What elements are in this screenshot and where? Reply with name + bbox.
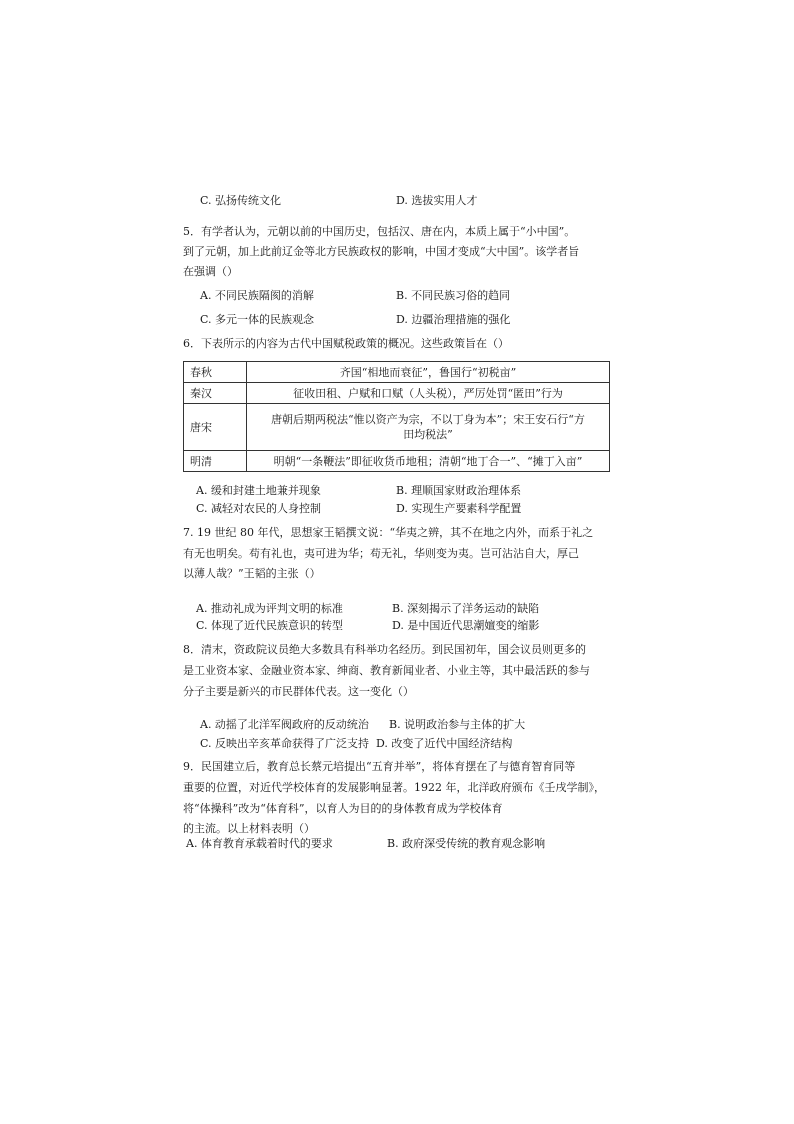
- table-era-cell: 秦汉: [184, 383, 247, 404]
- q7-option-a: A. 推动礼成为评判文明的标准: [196, 602, 343, 615]
- q5-option-d: D. 边疆治理措施的强化: [396, 313, 511, 326]
- q8-option-b: B. 说明政治参与主体的扩大: [389, 718, 526, 731]
- q5-stem-line-2: 到了元朝，加上此前辽金等北方民族政权的影响，中国才变成“大中国”。该学者旨: [183, 245, 580, 258]
- q5-stem-line-3: 在强调（）: [183, 265, 238, 278]
- q6-option-c: C. 减轻对农民的人身控制: [196, 502, 322, 515]
- q8-option-a: A. 动摇了北洋军阀政府的反动统治: [200, 718, 369, 731]
- q9-option-a: A. 体育教育承载着时代的要求: [186, 837, 333, 850]
- q5-option-b: B. 不同民族习俗的趋同: [396, 289, 511, 302]
- q6-stem: 6．下表所示的内容为古代中国赋税政策的概况。这些政策旨在（）: [183, 337, 509, 350]
- table-row: [184, 451, 610, 472]
- q7-stem-line-3: 以薄人哉？”王韬的主张（）: [183, 567, 321, 580]
- table-row: [184, 362, 610, 383]
- q7-option-c: C. 体现了近代民族意识的转型: [196, 619, 344, 632]
- q6-option-d: D. 实现生产要素科学配置: [396, 502, 522, 515]
- q9-stem-line-4: 的主流。以上材料表明（）: [183, 822, 315, 835]
- q9-stem-line-3: 将“体操科”改为“体育科”，以育人为目的的身体教育成为学校体育: [183, 802, 503, 815]
- q5-option-a: A. 不同民族隔阂的消解: [200, 289, 314, 302]
- q9-stem-line-2: 重要的位置，对近代学校体育的发展影响显著。1922 年，北洋政府颁布《壬戌学制》，: [183, 781, 605, 794]
- table-era-cell: 春秋: [184, 362, 247, 383]
- table-row: [184, 404, 610, 451]
- q7-stem-line-1: 7. 19 世纪 80 年代，思想家王韬撰文说：“华夷之辨，其不在地之内外，而系于礼之: [183, 526, 594, 539]
- table-row: [184, 383, 610, 404]
- q8-stem-line-1: 8．清末，资政院议员绝大多数具有科举功名经历。到民国初年，国会议员则更多的: [183, 643, 586, 656]
- tax-policy-table: [183, 361, 610, 472]
- q9-option-b: B. 政府深受传统的教育观念影响: [387, 837, 546, 850]
- q7-stem-line-2: 有无也明矣。苟有礼也，夷可进为华；苟无礼，华则变为夷。岂可沾沾自大，厚己: [183, 547, 579, 560]
- table-era-cell: 明清: [184, 451, 247, 472]
- q8-stem-line-3: 分子主要是新兴的市民群体代表。这一变化（）: [183, 685, 414, 698]
- q9-stem-line-1: 9．民国建立后，教育总长蔡元培提出“五育并举”，将体育摆在了与德育智育同等: [183, 760, 576, 773]
- table-desc-cell: 明朝“一条鞭法”即征收货币地租；清朝“地丁合一”、“摊丁入亩”: [247, 451, 610, 472]
- q5-stem-line-1: 5．有学者认为，元朝以前的中国历史，包括汉、唐在内，本质上属于“小中国”。: [183, 225, 576, 238]
- table-desc-cell: 唐朝后期两税法“惟以资产为宗，不以丁身为本”；宋王安石行“方田均税法”: [247, 404, 610, 451]
- q7-option-d: D. 是中国近代思潮嬗变的缩影: [392, 619, 540, 632]
- q4-option-d: D. 选拔实用人才: [396, 194, 478, 207]
- table-era-cell: 唐宋: [184, 404, 247, 451]
- q8-option-c: C. 反映出辛亥革命获得了广泛支持: [200, 737, 370, 750]
- q5-option-c: C. 多元一体的民族观念: [200, 313, 315, 326]
- table-desc-cell: 齐国“相地而衰征”，鲁国行“初税亩”: [247, 362, 610, 383]
- q4-option-c: C. 弘扬传统文化: [200, 194, 282, 207]
- table-desc-cell: 征收田租、户赋和口赋（人头税），严厉处罚“匿田”行为: [247, 383, 610, 404]
- q7-option-b: B. 深刻揭示了洋务运动的缺陷: [392, 602, 540, 615]
- q6-option-a: A. 缓和封建土地兼并现象: [196, 484, 321, 497]
- q6-option-b: B. 理顺国家财政治理体系: [396, 484, 522, 497]
- q8-option-d: D. 改变了近代中国经济结构: [376, 737, 513, 750]
- q8-stem-line-2: 是工业资本家、金融业资本家、绅商、教育新闻业者、小业主等，其中最活跃的参与: [183, 664, 590, 677]
